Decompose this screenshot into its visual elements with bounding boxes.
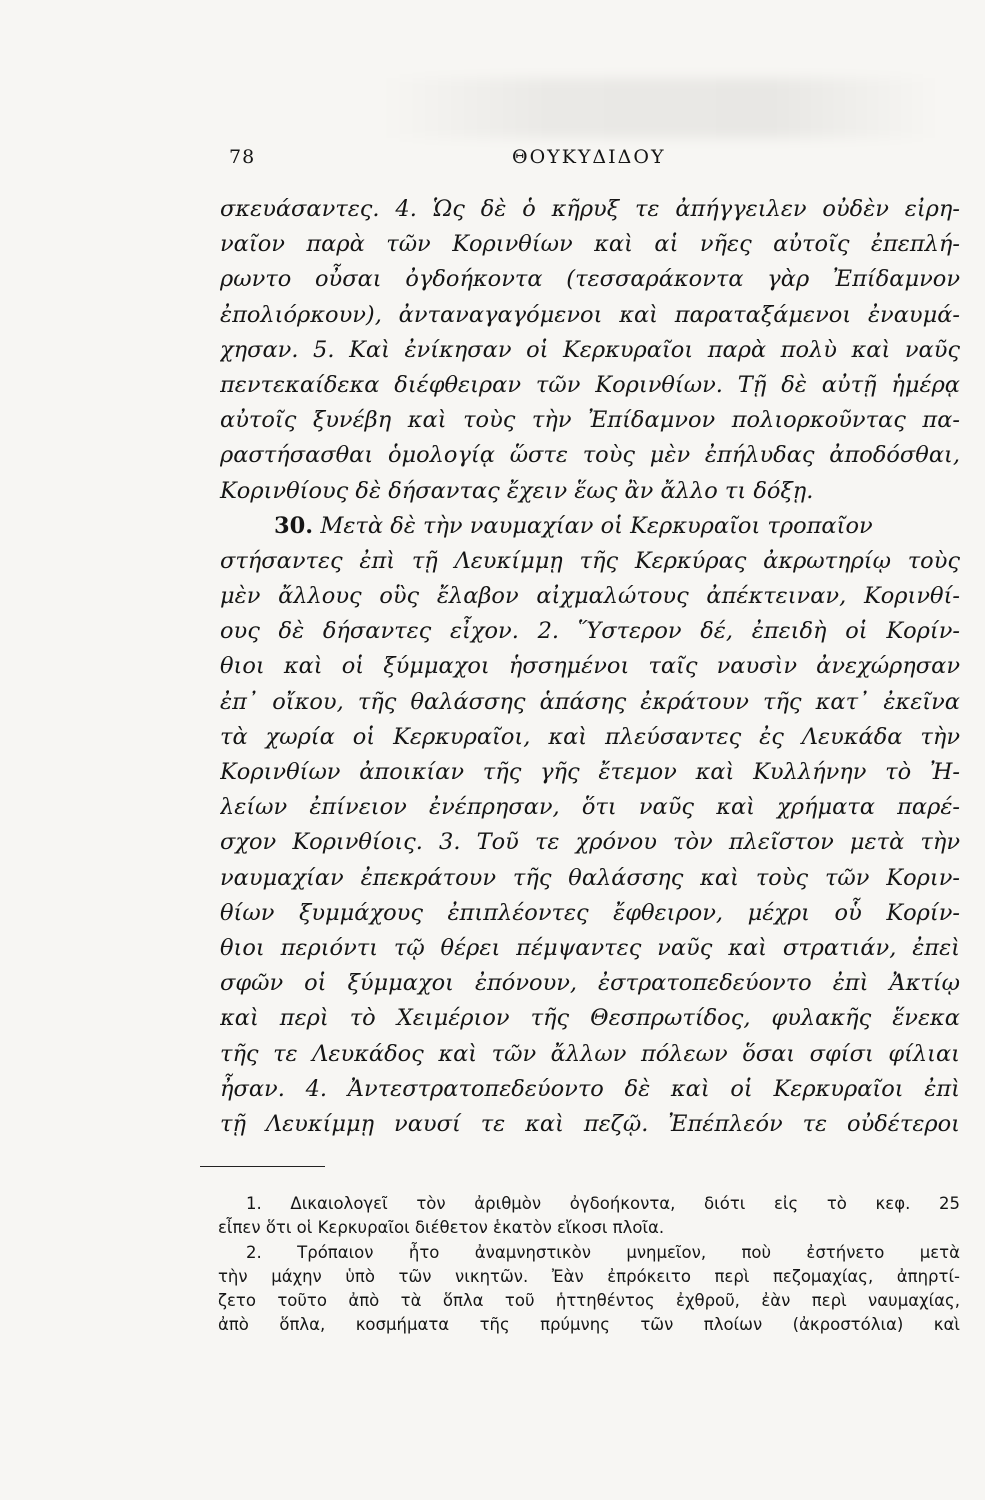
text-line: Κορινθίους δὲ δήσαντας ἔχειν ἕως ἂν ἄλλο τι δόξῃ. (220, 477, 814, 504)
text-line: ναῖον παρὰ τῶν Κορινθίων καὶ αἱ νῆες αὐτοῖς ἐπεπλή- (220, 231, 960, 258)
text-line: τὰ χωρία οἱ Κερκυραῖοι, καὶ πλεύσαντες ἐς Λευκάδα τὴν (220, 723, 960, 750)
footnote-line: ἀπὸ ὅπλα, κοσμήματα τῆς πρύμνης τῶν πλοίων (ἀκροστόλια) καὶ (218, 1315, 960, 1335)
text-line: τῇ Λευκίμμῃ ναυσί τε καὶ πεζῷ. Ἐπέπλεόν τε οὐδέτεροι (220, 1110, 960, 1137)
footnote-line: ζετο τοῦτο ἀπὸ τὰ ὅπλα τοῦ ἡττηθέντος ἐχθροῦ, ἐὰν περὶ ναυμαχίας, (218, 1291, 960, 1311)
running-head: ΘΟΥΚΥΔΙΔΟΥ (512, 146, 666, 168)
chapter-number: 30. (274, 512, 314, 539)
text-line: θιοι περιόντι τῷ θέρει πέμψαντες ναῦς καὶ στρατιάν, ἐπεὶ (220, 934, 960, 961)
text-line: σφῶν οἱ ξύμμαχοι ἐπόνουν, ἐστρατοπεδεύοντο ἐπὶ Ἀκτίῳ (220, 970, 960, 997)
text-line: καὶ περὶ τὸ Χειμέριον τῆς Θεσπρωτίδος, φυλακῆς ἕνεκα (220, 1005, 960, 1032)
text-line: ἐπ᾽ οἴκου, τῆς θαλάσσης ἁπάσης ἐκράτουν τῆς κατ᾽ ἐκεῖνα (220, 688, 960, 715)
text-line: σκευάσαντες. 4. Ὡς δὲ ὁ κῆρυξ τε ἀπήγγειλεν οὐδὲν εἰρη- (220, 196, 960, 222)
text-line: στήσαντες ἐπὶ τῇ Λευκίμμῃ τῆς Κερκύρας ἀκρωτηρίῳ τοὺς (220, 547, 960, 574)
footnote-rule (200, 1166, 325, 1167)
text-line: τῆς τε Λευκάδος καὶ τῶν ἄλλων πόλεων ὅσαι σφίσι φίλιαι (220, 1040, 960, 1067)
text-line: ρωντο οὖσαι ὀγδοήκοντα (τεσσαράκοντα γὰρ Ἐπίδαμνον (220, 266, 960, 293)
text-line: ἦσαν. 4. Ἀντεστρατοπεδεύοντο δὲ καὶ οἱ Κερκυραῖοι ἐπὶ (220, 1075, 960, 1102)
text-line: χησαν. 5. Καὶ ἐνίκησαν οἱ Κερκυραῖοι παρὰ πολὺ καὶ ναῦς (220, 336, 960, 363)
text-line: ραστήσασθαι ὁμολογίᾳ ὥστε τοὺς μὲν ἐπήλυδας ἀποδόσθαι, (220, 442, 960, 469)
text-line: θίων ξυμμάχους ἐπιπλέοντες ἔφθειρον, μέχρι οὗ Κορίν- (220, 899, 960, 926)
page-number: 78 (229, 146, 256, 168)
text-line: Κορινθίων ἀποικίαν τῆς γῆς ἔτεμον καὶ Κυλλήνην τὸ Ἠ- (220, 759, 960, 786)
chapter-first-text: Μετὰ δὲ τὴν ναυμαχίαν οἱ Κερκυραῖοι τροπαῖον (320, 512, 873, 539)
text-line: ναυμαχίαν ἐπεκράτουν τῆς θαλάσσης καὶ τοὺς τῶν Κοριν- (220, 864, 960, 891)
text-line: πεντεκαίδεκα διέφθειραν τῶν Κορινθίων. Τῇ δὲ αὐτῇ ἡμέρᾳ (220, 371, 960, 398)
footnote-line: 2. Τρόπαιον ἦτο ἀναμνηστικὸν μνημεῖον, ποὺ ἐστήνετο μετὰ (246, 1242, 960, 1262)
main-text (220, 192, 960, 1142)
text-line: ἐπολιόρκουν), ἀνταναγαγόμενοι καὶ παραταξάμενοι ἐναυμά- (220, 301, 960, 328)
footnote-line: τὴν μάχην ὑπὸ τῶν νικητῶν. Ἐὰν ἐπρόκειτο περὶ πεζομαχίας, ἀπηρτί- (218, 1266, 960, 1286)
text-line: ους δὲ δήσαντες εἶχον. 2. Ὕστερον δέ, ἐπειδὴ οἱ Κορίν- (220, 618, 960, 645)
text-line: θιοι καὶ οἱ ξύμμαχοι ἡσσημένοι ταῖς ναυσὶν ἀνεχώρησαν (220, 653, 960, 680)
text-line: αὐτοῖς ξυνέβη καὶ τοὺς τὴν Ἐπίδαμνον πολιορκοῦντας πα- (220, 407, 960, 434)
bleed-through-shadow (380, 78, 940, 138)
footnotes (218, 1192, 960, 1338)
footnote-line: εἶπεν ὅτι οἱ Κερκυραῖοι διέθετον ἑκατὸν εἴκοσι πλοῖα. (218, 1218, 665, 1238)
text-line: μὲν ἄλλους οὓς ἔλαβον αἰχμαλώτους ἀπέκτειναν, Κορινθί- (220, 583, 960, 610)
footnote-line: 1. Δικαιολογεῖ τὸν ἀριθμὸν ὀγδοήκοντα, διότι εἰς τὸ κεφ. 25 (246, 1194, 960, 1213)
chapter-start-line (220, 509, 960, 544)
text-line: σχον Κορινθίοις. 3. Τοῦ τε χρόνου τὸν πλεῖστον μετὰ τὴν (220, 829, 960, 856)
text-line: λείων ἐπίνειον ἐνέπρησαν, ὅτι ναῦς καὶ χρήματα παρέ- (220, 794, 960, 821)
